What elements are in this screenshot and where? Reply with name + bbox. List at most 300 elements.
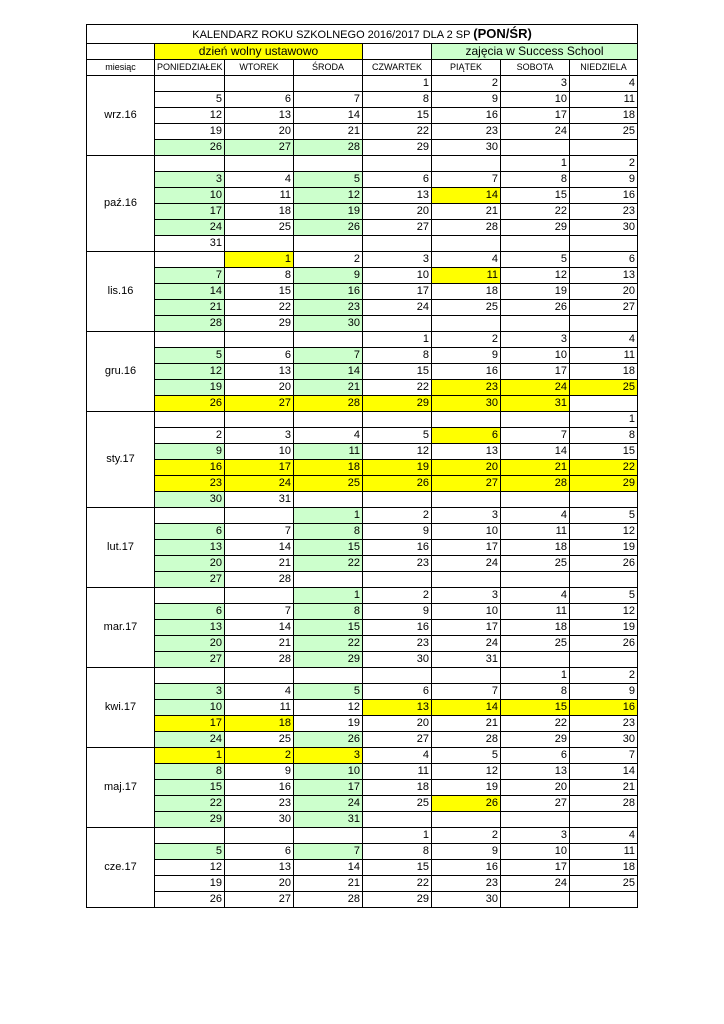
day-cell (225, 412, 294, 428)
week-row (87, 284, 638, 300)
day-cell: 29 (570, 476, 638, 492)
day-cell: 13 (225, 860, 294, 876)
day-cell: 21 (501, 460, 570, 476)
day-cell: 13 (363, 188, 432, 204)
week-row (87, 860, 638, 876)
day-cell (432, 492, 501, 508)
day-cell: 3 (294, 748, 363, 764)
week-row (87, 748, 638, 764)
day-cell: 25 (294, 476, 363, 492)
day-cell: 13 (155, 540, 225, 556)
day-cell: 30 (432, 892, 501, 908)
day-cell: 24 (155, 220, 225, 236)
day-cell: 27 (363, 732, 432, 748)
header-friday: PIĄTEK (432, 60, 501, 76)
day-cell: 20 (363, 716, 432, 732)
day-cell: 22 (294, 556, 363, 572)
day-cell: 11 (225, 700, 294, 716)
week-row (87, 700, 638, 716)
day-cell (501, 140, 570, 156)
header-wednesday: ŚRODA (294, 60, 363, 76)
day-cell: 18 (501, 540, 570, 556)
day-cell: 26 (155, 892, 225, 908)
week-row (87, 92, 638, 108)
day-cell: 15 (225, 284, 294, 300)
day-cell: 22 (294, 636, 363, 652)
day-cell (363, 412, 432, 428)
day-cell: 25 (570, 876, 638, 892)
header-thursday: CZWARTEK (363, 60, 432, 76)
day-cell: 22 (155, 796, 225, 812)
day-cell: 21 (294, 876, 363, 892)
day-cell (432, 412, 501, 428)
day-cell: 26 (570, 556, 638, 572)
day-cell: 30 (225, 812, 294, 828)
day-cell: 4 (294, 428, 363, 444)
day-cell: 14 (294, 108, 363, 124)
day-cell: 28 (294, 892, 363, 908)
day-cell (363, 156, 432, 172)
day-cell (432, 236, 501, 252)
day-cell: 1 (501, 668, 570, 684)
day-cell: 15 (570, 444, 638, 460)
day-cell: 5 (155, 348, 225, 364)
header-sunday: NIEDZIELA (570, 60, 638, 76)
calendar-body (87, 25, 638, 908)
day-cell: 24 (501, 876, 570, 892)
day-cell: 23 (570, 716, 638, 732)
day-cell: 5 (294, 172, 363, 188)
week-row (87, 300, 638, 316)
day-cell: 18 (432, 284, 501, 300)
day-cell: 27 (363, 220, 432, 236)
day-cell (432, 156, 501, 172)
day-cell: 10 (501, 92, 570, 108)
week-row (87, 796, 638, 812)
day-cell: 8 (501, 172, 570, 188)
day-cell: 8 (155, 764, 225, 780)
day-cell: 22 (501, 716, 570, 732)
month-label: sty.17 (87, 412, 155, 508)
legend-holiday: dzień wolny ustawowo (155, 44, 363, 60)
day-cell: 20 (363, 204, 432, 220)
week-row (87, 332, 638, 348)
week-row (87, 812, 638, 828)
day-cell: 5 (294, 684, 363, 700)
day-cell: 3 (501, 828, 570, 844)
day-cell: 18 (294, 460, 363, 476)
day-cell: 25 (225, 220, 294, 236)
day-cell (155, 252, 225, 268)
week-row (87, 524, 638, 540)
day-cell: 20 (155, 556, 225, 572)
day-cell: 8 (570, 428, 638, 444)
day-cell (155, 156, 225, 172)
day-cell: 2 (570, 668, 638, 684)
day-cell: 16 (432, 364, 501, 380)
day-cell: 14 (432, 700, 501, 716)
day-cell: 30 (294, 316, 363, 332)
day-cell: 19 (155, 380, 225, 396)
day-cell (501, 492, 570, 508)
day-cell: 4 (225, 172, 294, 188)
day-cell: 21 (570, 780, 638, 796)
day-cell: 16 (432, 860, 501, 876)
day-cell: 17 (225, 460, 294, 476)
day-cell: 19 (363, 460, 432, 476)
day-cell (155, 828, 225, 844)
week-row (87, 108, 638, 124)
day-cell: 19 (570, 620, 638, 636)
day-cell: 12 (294, 188, 363, 204)
week-row (87, 380, 638, 396)
day-cell: 5 (363, 428, 432, 444)
day-cell (225, 668, 294, 684)
day-cell (294, 76, 363, 92)
week-row (87, 556, 638, 572)
day-cell: 26 (155, 396, 225, 412)
day-cell: 10 (432, 604, 501, 620)
day-cell: 4 (432, 252, 501, 268)
day-cell: 19 (155, 124, 225, 140)
day-cell: 25 (501, 556, 570, 572)
week-row (87, 76, 638, 92)
day-cell: 3 (432, 508, 501, 524)
header-monday: PONIEDZIAŁEK (155, 60, 225, 76)
day-cell: 21 (294, 124, 363, 140)
day-cell: 2 (294, 252, 363, 268)
day-cell: 4 (570, 828, 638, 844)
day-cell: 16 (363, 620, 432, 636)
day-cell: 3 (155, 172, 225, 188)
day-cell (225, 156, 294, 172)
day-cell (570, 652, 638, 668)
day-cell: 29 (363, 892, 432, 908)
legend-school: zajęcia w Success School (432, 44, 638, 60)
day-cell: 9 (432, 348, 501, 364)
day-cell: 6 (432, 428, 501, 444)
day-cell: 16 (155, 460, 225, 476)
day-cell: 13 (363, 700, 432, 716)
day-cell (294, 156, 363, 172)
day-cell: 14 (225, 620, 294, 636)
day-cell: 28 (225, 572, 294, 588)
day-cell (225, 76, 294, 92)
day-cell: 14 (501, 444, 570, 460)
day-cell (155, 76, 225, 92)
day-cell (570, 492, 638, 508)
day-cell: 20 (155, 636, 225, 652)
week-row (87, 764, 638, 780)
day-cell: 2 (432, 828, 501, 844)
day-cell: 24 (225, 476, 294, 492)
week-row (87, 220, 638, 236)
day-cell (155, 668, 225, 684)
day-cell: 15 (294, 540, 363, 556)
day-cell (155, 508, 225, 524)
day-cell: 31 (432, 652, 501, 668)
day-cell: 30 (363, 652, 432, 668)
day-cell: 11 (225, 188, 294, 204)
day-cell: 14 (432, 188, 501, 204)
day-cell: 20 (501, 780, 570, 796)
day-cell: 19 (432, 780, 501, 796)
day-cell: 5 (501, 252, 570, 268)
day-cell: 18 (225, 716, 294, 732)
week-row (87, 732, 638, 748)
day-cell: 19 (570, 540, 638, 556)
day-cell: 26 (155, 140, 225, 156)
day-cell: 1 (363, 332, 432, 348)
day-cell: 19 (294, 716, 363, 732)
day-cell: 27 (155, 572, 225, 588)
day-cell (501, 236, 570, 252)
day-cell: 4 (501, 508, 570, 524)
day-cell: 15 (155, 780, 225, 796)
day-cell: 24 (501, 124, 570, 140)
day-cell: 16 (363, 540, 432, 556)
day-cell: 15 (501, 700, 570, 716)
day-cell: 1 (363, 76, 432, 92)
day-cell: 13 (225, 108, 294, 124)
day-cell: 25 (570, 380, 638, 396)
day-cell: 6 (225, 844, 294, 860)
day-cell (363, 668, 432, 684)
day-cell: 12 (432, 764, 501, 780)
week-row (87, 428, 638, 444)
day-cell: 2 (225, 748, 294, 764)
day-cell: 23 (432, 380, 501, 396)
day-cell: 26 (294, 220, 363, 236)
day-cell: 12 (155, 860, 225, 876)
week-row (87, 652, 638, 668)
day-cell: 13 (225, 364, 294, 380)
day-cell: 21 (432, 204, 501, 220)
day-cell: 3 (225, 428, 294, 444)
day-cell: 23 (225, 796, 294, 812)
day-cell: 7 (225, 604, 294, 620)
day-cell: 19 (155, 876, 225, 892)
week-row (87, 572, 638, 588)
month-label: paź.16 (87, 156, 155, 252)
day-cell: 24 (363, 300, 432, 316)
day-cell: 8 (363, 348, 432, 364)
day-cell: 27 (225, 396, 294, 412)
day-cell: 26 (432, 796, 501, 812)
day-cell: 25 (363, 796, 432, 812)
day-cell: 25 (570, 124, 638, 140)
day-cell: 29 (363, 396, 432, 412)
day-cell: 5 (570, 588, 638, 604)
day-cell (570, 140, 638, 156)
day-cell: 1 (501, 156, 570, 172)
day-cell: 28 (294, 396, 363, 412)
day-cell: 3 (432, 588, 501, 604)
month-label: kwi.17 (87, 668, 155, 748)
day-cell (432, 316, 501, 332)
day-cell: 13 (501, 764, 570, 780)
day-cell: 13 (570, 268, 638, 284)
day-cell: 1 (570, 412, 638, 428)
day-cell (363, 236, 432, 252)
day-cell: 15 (363, 860, 432, 876)
day-cell: 24 (432, 556, 501, 572)
day-cell: 17 (432, 540, 501, 556)
day-cell: 17 (501, 108, 570, 124)
day-cell (432, 572, 501, 588)
day-cell: 12 (570, 524, 638, 540)
day-cell: 26 (501, 300, 570, 316)
week-row (87, 172, 638, 188)
day-cell: 23 (155, 476, 225, 492)
week-row (87, 844, 638, 860)
day-cell: 12 (501, 268, 570, 284)
day-cell: 19 (501, 284, 570, 300)
day-cell (225, 508, 294, 524)
school-calendar-table (86, 24, 638, 908)
day-cell: 10 (294, 764, 363, 780)
day-cell: 25 (432, 300, 501, 316)
day-cell (294, 236, 363, 252)
day-cell: 24 (155, 732, 225, 748)
day-cell: 8 (501, 684, 570, 700)
day-cell: 20 (225, 876, 294, 892)
month-label: wrz.16 (87, 76, 155, 156)
day-cell: 2 (570, 156, 638, 172)
header-tuesday: WTOREK (225, 60, 294, 76)
week-row (87, 236, 638, 252)
day-cell (294, 668, 363, 684)
day-cell: 23 (294, 300, 363, 316)
day-cell: 20 (225, 124, 294, 140)
day-cell (225, 828, 294, 844)
day-cell: 28 (570, 796, 638, 812)
week-row (87, 140, 638, 156)
day-cell: 24 (432, 636, 501, 652)
day-cell: 12 (155, 108, 225, 124)
day-cell: 6 (501, 748, 570, 764)
day-cell: 30 (570, 732, 638, 748)
day-cell (155, 588, 225, 604)
day-cell: 10 (363, 268, 432, 284)
day-cell: 23 (363, 636, 432, 652)
month-label: maj.17 (87, 748, 155, 828)
week-row (87, 620, 638, 636)
month-label: mar.17 (87, 588, 155, 668)
day-cell: 24 (294, 796, 363, 812)
week-row (87, 444, 638, 460)
day-cell: 5 (155, 92, 225, 108)
day-cell: 22 (225, 300, 294, 316)
month-label: lut.17 (87, 508, 155, 588)
day-cell: 4 (225, 684, 294, 700)
day-cell: 27 (225, 140, 294, 156)
day-cell: 12 (294, 700, 363, 716)
day-cell: 11 (501, 604, 570, 620)
day-cell: 3 (501, 76, 570, 92)
week-row (87, 460, 638, 476)
day-cell: 16 (570, 188, 638, 204)
day-cell (570, 572, 638, 588)
day-cell: 29 (225, 316, 294, 332)
day-cell: 24 (501, 380, 570, 396)
day-cell: 11 (570, 844, 638, 860)
week-row (87, 876, 638, 892)
week-row (87, 156, 638, 172)
day-cell: 7 (570, 748, 638, 764)
day-cell: 6 (225, 92, 294, 108)
day-cell: 16 (225, 780, 294, 796)
day-cell: 11 (363, 764, 432, 780)
week-row (87, 604, 638, 620)
day-cell: 30 (432, 396, 501, 412)
day-cell (363, 812, 432, 828)
day-cell: 12 (155, 364, 225, 380)
day-cell: 30 (570, 220, 638, 236)
week-row (87, 476, 638, 492)
day-cell: 17 (155, 204, 225, 220)
day-cell: 14 (155, 284, 225, 300)
day-cell: 6 (570, 252, 638, 268)
day-cell (225, 236, 294, 252)
day-cell: 18 (570, 860, 638, 876)
day-cell: 29 (501, 220, 570, 236)
legend-row (87, 44, 638, 60)
day-cell: 29 (155, 812, 225, 828)
day-cell (294, 492, 363, 508)
week-row (87, 396, 638, 412)
day-cell: 17 (294, 780, 363, 796)
day-cell: 2 (363, 508, 432, 524)
day-cell: 27 (432, 476, 501, 492)
day-cell: 19 (294, 204, 363, 220)
day-cell: 10 (501, 348, 570, 364)
day-cell: 14 (225, 540, 294, 556)
week-row (87, 252, 638, 268)
day-cell: 25 (225, 732, 294, 748)
day-cell: 16 (294, 284, 363, 300)
day-cell: 8 (225, 268, 294, 284)
day-cell: 18 (363, 780, 432, 796)
day-cell: 27 (501, 796, 570, 812)
header-month: miesiąc (87, 60, 155, 76)
title-group: (PON/ŚR) (473, 25, 532, 41)
day-cell (432, 668, 501, 684)
week-row (87, 684, 638, 700)
day-cell: 14 (570, 764, 638, 780)
day-cell: 2 (363, 588, 432, 604)
day-cell: 1 (294, 588, 363, 604)
day-cell: 27 (155, 652, 225, 668)
day-cell: 6 (155, 604, 225, 620)
day-cell: 7 (294, 844, 363, 860)
week-row (87, 828, 638, 844)
day-cell: 17 (501, 364, 570, 380)
day-cell: 18 (225, 204, 294, 220)
day-cell: 29 (363, 140, 432, 156)
day-cell: 15 (363, 364, 432, 380)
day-cell: 21 (225, 636, 294, 652)
day-cell: 21 (294, 380, 363, 396)
day-cell: 12 (363, 444, 432, 460)
day-cell: 2 (155, 428, 225, 444)
week-row (87, 508, 638, 524)
day-cell: 28 (501, 476, 570, 492)
day-cell (501, 316, 570, 332)
week-row (87, 892, 638, 908)
day-cell: 1 (155, 748, 225, 764)
day-cell: 7 (501, 428, 570, 444)
